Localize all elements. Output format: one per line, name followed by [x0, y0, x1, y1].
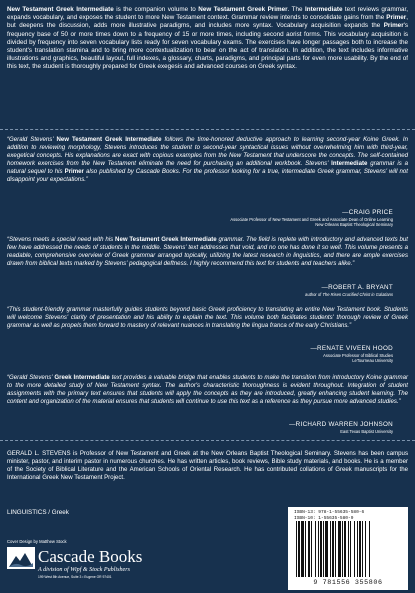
- intro-text: 's frequency base of 50 or more times down to a frequency of 15 or more times, including second aorist forms. This vocabulary acquisition is divided by frequency into seven vocabulary lists ready for seven vocabulary exams. The exercises have longer passages both to increase the student's translation stamina and to bring more contextualization to bear on the act of translation. In addition, the text includes informative illustrations and graphics, beautiful layout, full indexes, a glossary, charts, paradigms, and principal parts for even more usability. By the end of this text, the student is thoroughly prepared for Greek exegesis and advanced courses on Greek syntax.: [7, 22, 408, 71]
- quote-title: Primer: [64, 167, 84, 175]
- publisher-name: Cascade Books: [38, 547, 143, 566]
- book-description: [7, 6, 408, 72]
- intro-primer: Primer: [383, 22, 404, 30]
- barcode-bars: [294, 521, 402, 579]
- divider: [0, 129, 415, 130]
- endorser-affiliation: [305, 292, 393, 297]
- quote-text: follows the time-honored deductive approach to learning second-year Koine Greek. In addition to reviewing morphology, Stevens introduces the student to second-year syntactical issues without overwhelming him with third-year, exegetical concepts. His explanations are exact with copious examples from the New Testament that underscore the concepts. The self-contained homework exercises from the New Testament eliminate the need for purchasing an additional workbook. Stevens': [7, 136, 409, 167]
- intro-text: text reviews grammar, expands vocabulary, and exposes the student to more New Testament context. Grammar review intends to consolidate gains from the: [7, 6, 408, 22]
- quote-text: grammar is a natural sequel to his: [7, 159, 409, 175]
- quote-title: Intermediate: [331, 159, 368, 167]
- publisher-logo-icon: [7, 547, 35, 569]
- endorsement-bryant: [7, 236, 408, 268]
- endorsement-attribution: [305, 284, 393, 297]
- endorser-name: —RENATE VIVEEN HOOD: [310, 345, 393, 352]
- endorsement-attribution: [310, 345, 393, 363]
- quote-text: “Stevens meets a special need with his: [7, 236, 116, 243]
- endorsement-hood: [7, 306, 408, 330]
- intro-primer-title: New Testament Greek Primer: [198, 6, 288, 13]
- barcode-digits: 9 781556 355806: [313, 579, 383, 587]
- author-bio: GERALD L. STEVENS is Professor of New Testament and Greek at the New Orleans Baptist Theological Seminary. Stevens has been campus minister, pastor, and interim pastor in numerous churches. He has written articles, book reviews, Bible study materials, and books. He is a member of the Society of Biblical Literature and the American Schools of Oriental Research. He has contributed collations of Greek manuscripts for the International Greek New Testament Project.: [7, 450, 408, 481]
- intro-text: . The: [287, 6, 305, 13]
- intro-intermediate: Intermediate: [305, 6, 343, 13]
- quote-text: “Gerald Stevens': [7, 374, 55, 381]
- quote-text: also published by Cascade Books. For the professor looking for a true, intermediate Greek grammar, Stevens' will not disappoint your expectations.”: [7, 167, 409, 183]
- endorsement-attribution: [289, 421, 393, 434]
- intro-text: , but deepens the discussion, adds more illustrative paradigms, and includes more syntax. Vocabulary acquisition expands the: [7, 14, 408, 30]
- quote-title: New Testament Greek Intermediate: [115, 236, 217, 243]
- publisher-logo: [7, 547, 153, 587]
- quote-title: Greek Intermediate: [54, 374, 110, 381]
- endorser-name: —CRAIG PRICE: [342, 209, 393, 216]
- endorser-name: —ROBERT A. BRYANT: [321, 284, 393, 291]
- intro-primer: Primer: [386, 14, 407, 22]
- quote-text: “Gerald Stevens': [7, 136, 57, 143]
- intro-text: is the companion volume to: [113, 6, 199, 13]
- quote-text: text provides a valuable bridge that enables students to make the transition from introductory Koine grammar to the more detailed study of New Testament syntax. The author's characteristic thoroughness is evident throughout. Integration of student assignments with the primary text ensures that students will apply the concepts as they are introduced, greatly enhancing student learning. The content and organization of the material ensures that students will continue to use this text as a reference as they pursue more advanced studies.”: [7, 374, 409, 405]
- endorser-affiliation: Associate Professor of New Testament and Greek and Associate Dean of Online Learning: [230, 217, 393, 222]
- isbn-barcode: [288, 507, 408, 590]
- divider: [0, 440, 415, 441]
- isbn-10: ISBN-10: 1-55635-580-9: [294, 516, 354, 521]
- affiliation-prefix: author of: [305, 292, 323, 297]
- endorser-affiliation: Associate Professor of Biblical Studies: [323, 353, 393, 358]
- quote-text: grammar. The field is replete with introductory and advanced texts but few have addressed the needs of students in the middle. Stevens' text addresses that void, and no one has done it so well. This volume presents a readable, comprehensive overview of Greek grammar arranged topically, utilizing the latest research in linguistics, and there are ample exercises drawn from biblical texts marked by Stevens' pedagogical deftness. I highly recommend this text for students and teachers alike.”: [7, 236, 408, 267]
- subject-category: LINGUISTICS / Greek: [7, 509, 69, 516]
- publisher-tagline: A division of Wipf & Stock Publishers: [38, 567, 130, 573]
- endorser-institution: New Orleans Baptist Theological Seminary: [315, 222, 393, 228]
- intro-title: New Testament Greek Intermediate: [7, 6, 114, 13]
- book-title: The Risen Crucified Christ in Galatians: [322, 292, 393, 297]
- endorser-name: —RICHARD WARREN JOHNSON: [289, 421, 393, 428]
- endorser-institution: East Texas Baptist University: [340, 429, 393, 434]
- publisher-address: 199 West 8th Avenue, Suite 3 • Eugene OR 97401: [38, 575, 112, 579]
- endorsement-johnson: [7, 374, 408, 406]
- quote-text: “This student-friendly grammar masterfully guides students beyond basic Greek proficiency to translating an entire New Testament book. Students will welcome Stevens' clarity of presentation and his ability to explain the text. This volume both facilitates students' thorough review of Greek grammar as well as propels them forward to mastery of relevant nuances in translating the lingua franca of the early Christians.”: [7, 306, 408, 329]
- cover-design-credit: Cover Design by Matthew Stock: [7, 539, 67, 544]
- quote-title: New Testament Greek Intermediate: [56, 136, 162, 143]
- isbn-13: ISBN-13: 978-1-55635-580-6: [294, 510, 365, 515]
- endorsement-price: [7, 136, 408, 183]
- endorsement-attribution: [230, 209, 393, 227]
- endorser-institution: LeTourneau University: [352, 358, 393, 364]
